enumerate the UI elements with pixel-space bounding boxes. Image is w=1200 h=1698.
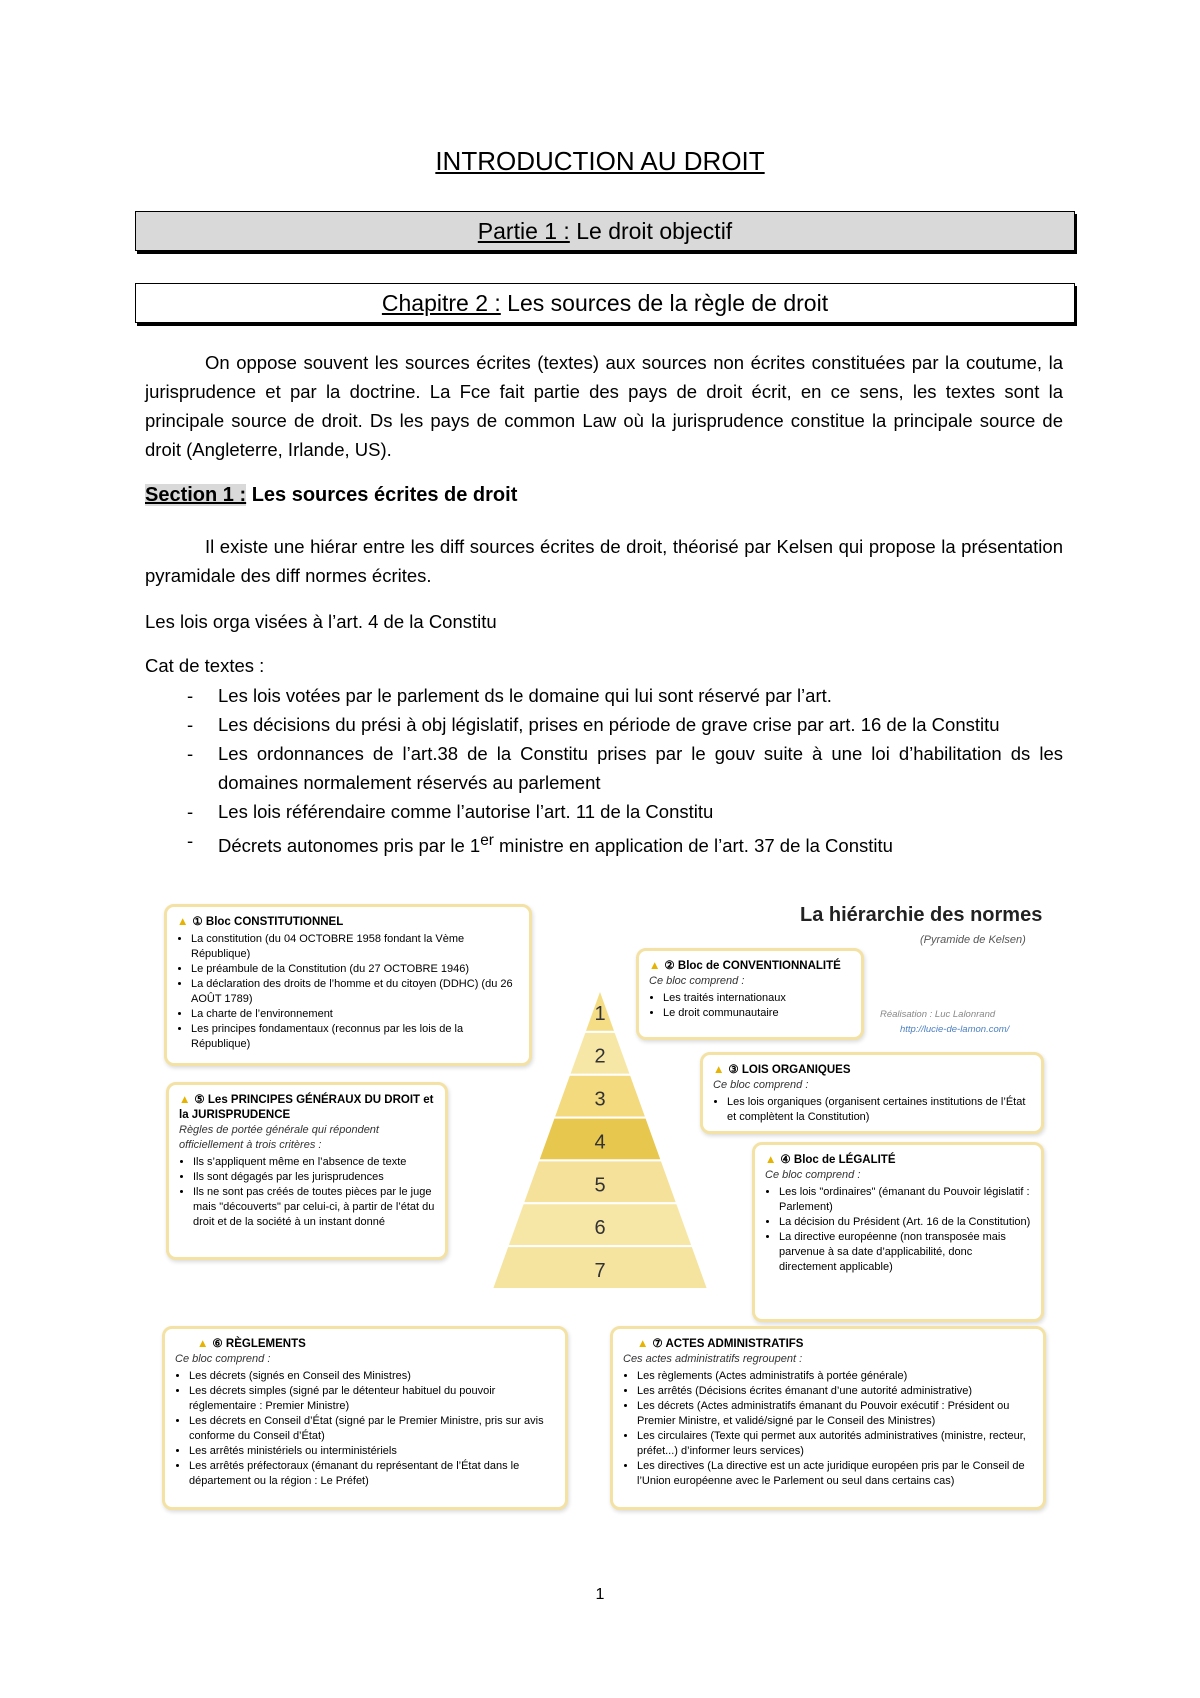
diagram-credit: Réalisation : Luc Lalonrand: [880, 1009, 996, 1020]
pyramid-label-2: 2: [594, 1045, 606, 1068]
card-intro: Ce bloc comprend :: [175, 1353, 271, 1365]
card-title: ① Bloc CONSTITUTIONNEL: [192, 916, 344, 928]
diagram-title: La hiérarchie des normes: [800, 904, 1043, 926]
card-bloc-legalite: [752, 1142, 1044, 1322]
card-bloc-conventionnalite: [636, 948, 864, 1040]
warning-icon: ▲: [649, 960, 661, 972]
card-actes-administratifs: [610, 1326, 1046, 1510]
list-item: • Les règlements (Actes administratifs à portée générale): [637, 1369, 1033, 1384]
card-list: [649, 991, 851, 1021]
cat-list: [145, 681, 1063, 860]
list-item: - Les lois votées par le parlement ds le domaine qui lui sont réservé par l’art.: [145, 681, 1063, 710]
diagram-subtitle: (Pyramide de Kelsen): [920, 934, 1026, 946]
list-item: • La directive européenne (non transposée mais parvenue à sa date d’applicabilité, donc directement applicable): [779, 1230, 1031, 1275]
list-item: • Les décrets (Actes administratifs émanant du Pouvoir exécutif : Président ou Premier Ministre, et validé/signé par le Conseil des Ministres): [637, 1399, 1033, 1429]
list-item: • Les directives (La directive est un acte juridique européen pris par le Conseil de l’Union européenne avec le Parlement ou seul dans certains cas): [637, 1459, 1033, 1489]
hierarchy-diagram: [160, 904, 1050, 1514]
pyramid-label-1: 1: [594, 1002, 606, 1025]
pyramid-label-4: 4: [594, 1131, 606, 1154]
list-item: - Les lois référendaire comme l’autorise l’art. 11 de la Constitu: [145, 797, 1063, 826]
decrets-text-a: Décrets autonomes pris par le 1: [218, 835, 481, 857]
section-paragraph: Il existe une hiérar entre les diff sources écrites de droit, théorisé par Kelsen qui propose la présentation pyramidale des diff normes écrites.: [145, 536, 1063, 586]
decrets-sup: er: [480, 832, 494, 849]
warning-icon: ▲: [179, 1094, 191, 1106]
warning-icon: ▲: [765, 1154, 777, 1166]
section-heading: [145, 484, 517, 507]
card-intro: Ce bloc comprend :: [713, 1079, 809, 1091]
list-item: [145, 826, 1063, 860]
card-title: ⑦ ACTES ADMINISTRATIFS: [652, 1338, 804, 1350]
chapitre-text: Les sources de la règle de droit: [500, 290, 829, 316]
card-principes-generaux: [166, 1082, 448, 1260]
list-item: • Les traités internationaux: [663, 991, 851, 1006]
card-intro: Ce bloc comprend :: [649, 975, 745, 987]
list-item: • Les circulaires (Texte qui permet aux autorités administratives (ministre, recteur, préfet...) d’informer leurs services): [637, 1429, 1033, 1459]
list-item: • Ils s’appliquent même en l’absence de texte: [193, 1155, 435, 1170]
card-bloc-constitutionnel: [164, 904, 532, 1066]
list-item: • Les lois "ordinaires" (émanant du Pouvoir législatif : Parlement): [779, 1185, 1031, 1215]
list-item: • La déclaration des droits de l’homme et du citoyen (DDHC) (du 26 AOÛT 1789): [191, 977, 519, 1007]
section-label: Section 1 :: [145, 484, 247, 506]
list-item: • Les arrêtés préfectoraux (émanant du représentant de l’État dans le département ou la région : Le Préfet): [189, 1459, 555, 1489]
list-item: • La constitution (du 04 OCTOBRE 1958 fondant la Vème République): [191, 932, 519, 962]
list-item: • Les décrets en Conseil d’État (signé par le Premier Ministre, pris sur avis conforme du Conseil d’État): [189, 1414, 555, 1444]
lois-orga-line: Les lois orga visées à l’art. 4 de la Constitu: [145, 611, 497, 632]
pyramid-label-3: 3: [594, 1088, 606, 1111]
card-list: [713, 1095, 1031, 1125]
warning-icon: ▲: [713, 1064, 725, 1076]
page-number: 1: [595, 1586, 605, 1603]
pyramid-label-7: 7: [594, 1260, 606, 1282]
list-item: • Les arrêtés ministériels ou interministériels: [189, 1444, 555, 1459]
intro-paragraph: On oppose souvent les sources écrites (textes) aux sources non écrites constituées par la coutume, la jurisprudence et par la doctrine. La Fce fait partie des pays de droit écrit, en ce sens, les textes sont la principale source de droit. Ds les pays de common Law où la jurisprudence constitue la principale source de droit (Angleterre, Irlande, US).: [145, 352, 1063, 460]
document-title: INTRODUCTION AU DROIT: [435, 146, 765, 176]
list-item: • La charte de l’environnement: [191, 1007, 519, 1022]
list-item: • Ils ne sont pas créés de toutes pièces par le juge mais "découverts" par celui-ci, à partir de l’état du droit et de la société à un instant donné: [193, 1185, 435, 1230]
decrets-text-b: ministre en application de l’art. 37 de la Constitu: [493, 835, 893, 857]
card-intro: Ce bloc comprend :: [765, 1169, 861, 1181]
partie-text: Le droit objectif: [569, 218, 733, 244]
pyramid-label-6: 6: [594, 1217, 606, 1240]
warning-icon: ▲: [197, 1338, 209, 1350]
card-intro: Règles de portée générale qui répondent officiellement à trois critères :: [179, 1124, 379, 1151]
card-title: ② Bloc de CONVENTIONNALITÉ: [664, 960, 841, 972]
list-item: - Les ordonnances de l’art.38 de la Constitu prises par le gouv suite à une loi d’habilitation ds les domaines normalement réservés au parlement: [145, 739, 1063, 797]
card-intro: Ces actes administratifs regroupent :: [623, 1353, 803, 1365]
card-list: [623, 1369, 1033, 1489]
list-item: • Les lois organiques (organisent certaines institutions de l’État et complètent la Constitution): [727, 1095, 1031, 1125]
card-title: ⑥ RÈGLEMENTS: [212, 1338, 306, 1350]
card-reglements: [162, 1326, 568, 1510]
warning-icon: ▲: [637, 1338, 649, 1350]
list-item: • Ils sont dégagés par les jurisprudences: [193, 1170, 435, 1185]
partie-heading: [135, 211, 1075, 251]
card-list: [177, 932, 519, 1052]
partie-label: Partie 1 :: [477, 218, 570, 244]
cat-title: Cat de textes :: [145, 655, 265, 676]
list-item: • Les décrets simples (signé par le détenteur habituel du pouvoir réglementaire : Premier Ministre): [189, 1384, 555, 1414]
card-list: [175, 1369, 555, 1489]
section-text: Les sources écrites de droit: [246, 484, 518, 506]
chapitre-heading: [135, 283, 1075, 323]
pyramid-label-5: 5: [594, 1174, 606, 1197]
chapitre-label: Chapitre 2 :: [381, 290, 501, 316]
list-item: • Les arrêtés (Décisions écrites émanant d’une autorité administrative): [637, 1384, 1033, 1399]
list-item: • Les principes fondamentaux (reconnus par les lois de la République): [191, 1022, 519, 1052]
list-item: • Les décrets (signés en Conseil des Ministres): [189, 1369, 555, 1384]
card-title: ④ Bloc de LÉGALITÉ: [780, 1154, 896, 1166]
card-list: [179, 1155, 435, 1230]
list-item: - Les décisions du prési à obj législatif, prises en période de grave crise par art. 16 de la Constitu: [145, 710, 1063, 739]
warning-icon: ▲: [177, 916, 189, 928]
card-title: ③ LOIS ORGANIQUES: [728, 1064, 851, 1076]
card-list: [765, 1185, 1031, 1275]
list-item: • Le préambule de la Constitution (du 27 OCTOBRE 1946): [191, 962, 519, 977]
list-item: • La décision du Président (Art. 16 de la Constitution): [779, 1215, 1031, 1230]
card-lois-organiques: [700, 1052, 1044, 1134]
list-item: • Le droit communautaire: [663, 1006, 851, 1021]
card-title: ⑤ Les PRINCIPES GÉNÉRAUX DU DROIT et la JURISPRUDENCE: [179, 1094, 434, 1121]
diagram-link: http://lucie-de-lamon.com/: [900, 1024, 1010, 1035]
